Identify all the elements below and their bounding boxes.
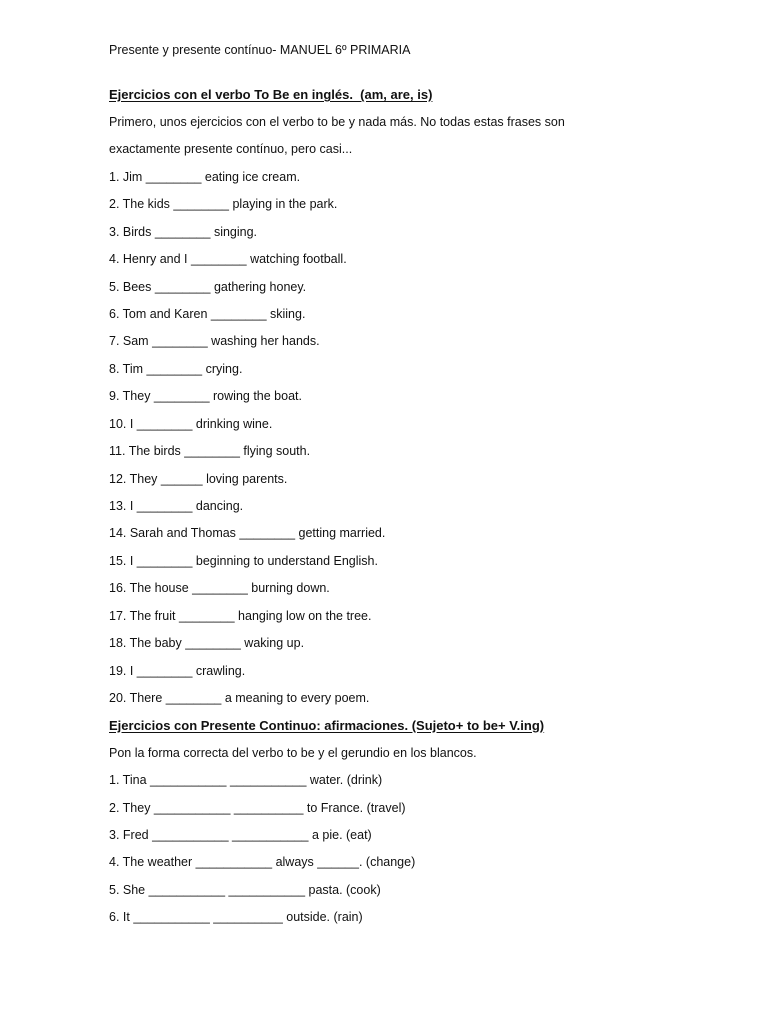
exercise-item: 6. It ___________ __________ outside. (rain) — [109, 909, 363, 924]
exercise-item: 14. Sarah and Thomas ________ getting married. — [109, 526, 386, 541]
exercise-item: 11. The birds ________ flying south. — [109, 444, 311, 459]
exercise-item: 16. The house ________ burning down. — [109, 581, 330, 596]
document-title: Presente y presente contínuo- MANUEL 6º PRIMARIA — [109, 43, 411, 57]
exercise-item: 9. They ________ rowing the boat. — [109, 389, 302, 404]
exercise-item: 3. Birds ________ singing. — [109, 224, 258, 239]
section2-heading: Ejercicios con Presente Continuo: afirmaciones. (Sujeto+ to be+ V.ing) — [109, 717, 545, 733]
exercise-item: 3. Fred ___________ ___________ a pie. (eat) — [109, 827, 372, 842]
exercise-item: 2. The kids ________ playing in the park. — [109, 197, 338, 212]
exercise-item: 19. I ________ crawling. — [109, 663, 246, 678]
exercise-item: 5. Bees ________ gathering honey. — [109, 279, 307, 294]
section2-exercise-list — [109, 772, 729, 936]
section1-intro-line1: Primero, unos ejercicios con el verbo to be y nada más. No todas estas frases son — [109, 115, 565, 129]
exercise-item: 15. I ________ beginning to understand English. — [109, 553, 378, 568]
exercise-item: 2. They ___________ __________ to France. (travel) — [109, 800, 406, 815]
exercise-item: 8. Tim ________ crying. — [109, 361, 243, 376]
section1-exercise-list — [109, 169, 729, 718]
section1-heading: Ejercicios con el verbo To Be en inglés. (am, are, is) — [109, 87, 433, 102]
exercise-item: 13. I ________ dancing. — [109, 499, 244, 514]
section1-intro-line2: exactamente presente contínuo, pero casi... — [109, 142, 353, 157]
exercise-item: 20. There ________ a meaning to every poem. — [109, 691, 370, 706]
exercise-item: 10. I ________ drinking wine. — [109, 416, 273, 431]
exercise-item: 18. The baby ________ waking up. — [109, 636, 305, 651]
exercise-item: 6. Tom and Karen ________ skiing. — [109, 306, 306, 321]
exercise-item: 1. Tina ___________ ___________ water. (drink) — [109, 773, 383, 788]
section2-intro: Pon la forma correcta del verbo to be y el gerundio en los blancos. — [109, 745, 477, 760]
exercise-item: 5. She ___________ ___________ pasta. (cook) — [109, 882, 381, 897]
exercise-item: 4. The weather ___________ always ______. (change) — [109, 855, 416, 870]
exercise-item: 1. Jim ________ eating ice cream. — [109, 169, 301, 184]
exercise-item: 7. Sam ________ washing her hands. — [109, 334, 320, 349]
exercise-item: 4. Henry and I ________ watching football. — [109, 252, 347, 267]
exercise-item: 17. The fruit ________ hanging low on the tree. — [109, 608, 372, 623]
exercise-item: 12. They ______ loving parents. — [109, 471, 288, 486]
worksheet — [109, 42, 729, 936]
